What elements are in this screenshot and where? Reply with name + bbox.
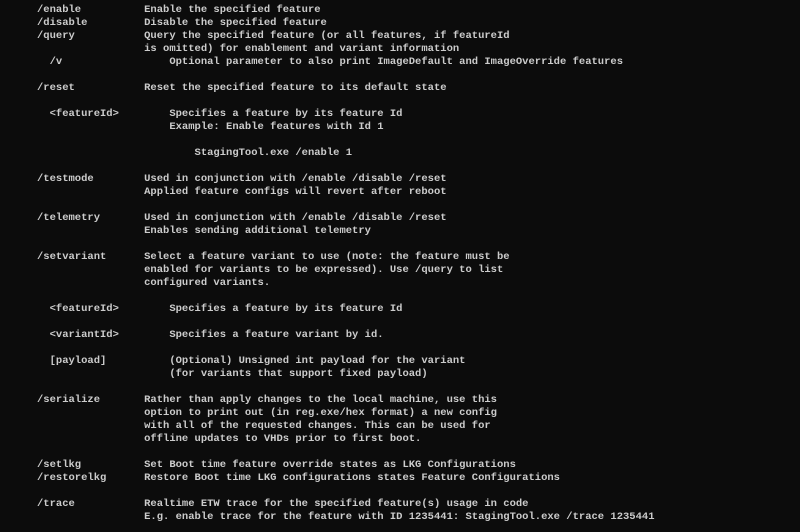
terminal-line: /testmode Used in conjunction with /enable /disable /reset: [37, 173, 447, 185]
terminal-line: [37, 199, 792, 212]
terminal-line: [payload] (Optional) Unsigned int payload for the variant: [37, 355, 466, 367]
terminal-line: /restorelkg Restore Boot time LKG configurations states Feature Configurations: [37, 472, 560, 484]
terminal-line: /telemetry Used in conjunction with /enable /disable /reset: [37, 212, 447, 224]
terminal-line: [37, 446, 792, 459]
terminal-line: Applied feature configs will revert after reboot: [37, 186, 447, 198]
terminal-line: option to print out (in reg.exe/hex format) a new config: [37, 407, 497, 419]
terminal-line: Example: Enable features with Id 1: [37, 121, 384, 133]
terminal-line: /v Optional parameter to also print ImageDefault and ImageOverride features: [37, 56, 623, 68]
terminal-line: [37, 290, 792, 303]
terminal-line: [37, 316, 792, 329]
terminal-line: [37, 342, 792, 355]
terminal-line: [37, 69, 792, 82]
terminal-line: /enable Enable the specified feature: [37, 4, 321, 16]
terminal-line: E.g. enable trace for the feature with ID 1235441: StagingTool.exe /trace 1235441: [37, 511, 655, 523]
terminal-line: /reset Reset the specified feature to its default state: [37, 82, 447, 94]
terminal-line: is omitted) for enablement and variant information: [37, 43, 460, 55]
terminal-line: [37, 238, 792, 251]
terminal-line: offline updates to VHDs prior to first boot.: [37, 433, 422, 445]
terminal-line: /serialize Rather than apply changes to the local machine, use this: [37, 394, 497, 406]
terminal-line: /setvariant Select a feature variant to use (note: the feature must be: [37, 251, 510, 263]
terminal-line: /query Query the specified feature (or all features, if featureId: [37, 30, 510, 42]
terminal-line: [37, 95, 792, 108]
terminal-line: StagingTool.exe /enable 1: [37, 147, 353, 159]
terminal-line: with all of the requested changes. This can be used for: [37, 420, 491, 432]
terminal-line: <featureId> Specifies a feature by its feature Id: [37, 108, 403, 120]
terminal-line: [37, 160, 792, 173]
terminal-line: /trace Realtime ETW trace for the specified feature(s) usage in code: [37, 498, 529, 510]
terminal-line: /disable Disable the specified feature: [37, 17, 327, 29]
terminal-line: [37, 381, 792, 394]
terminal-line: [37, 134, 792, 147]
terminal-line: Enables sending additional telemetry: [37, 225, 371, 237]
terminal-line: [37, 485, 792, 498]
terminal-line: configured variants.: [37, 277, 271, 289]
terminal-line: <variantId> Specifies a feature variant by id.: [37, 329, 384, 341]
terminal-line: <featureId> Specifies a feature by its feature Id: [37, 303, 403, 315]
terminal-line: enabled for variants to be expressed). Use /query to list: [37, 264, 504, 276]
terminal-line: /setlkg Set Boot time feature override states as LKG Configurations: [37, 459, 516, 471]
terminal-line: (for variants that support fixed payload): [37, 368, 428, 380]
